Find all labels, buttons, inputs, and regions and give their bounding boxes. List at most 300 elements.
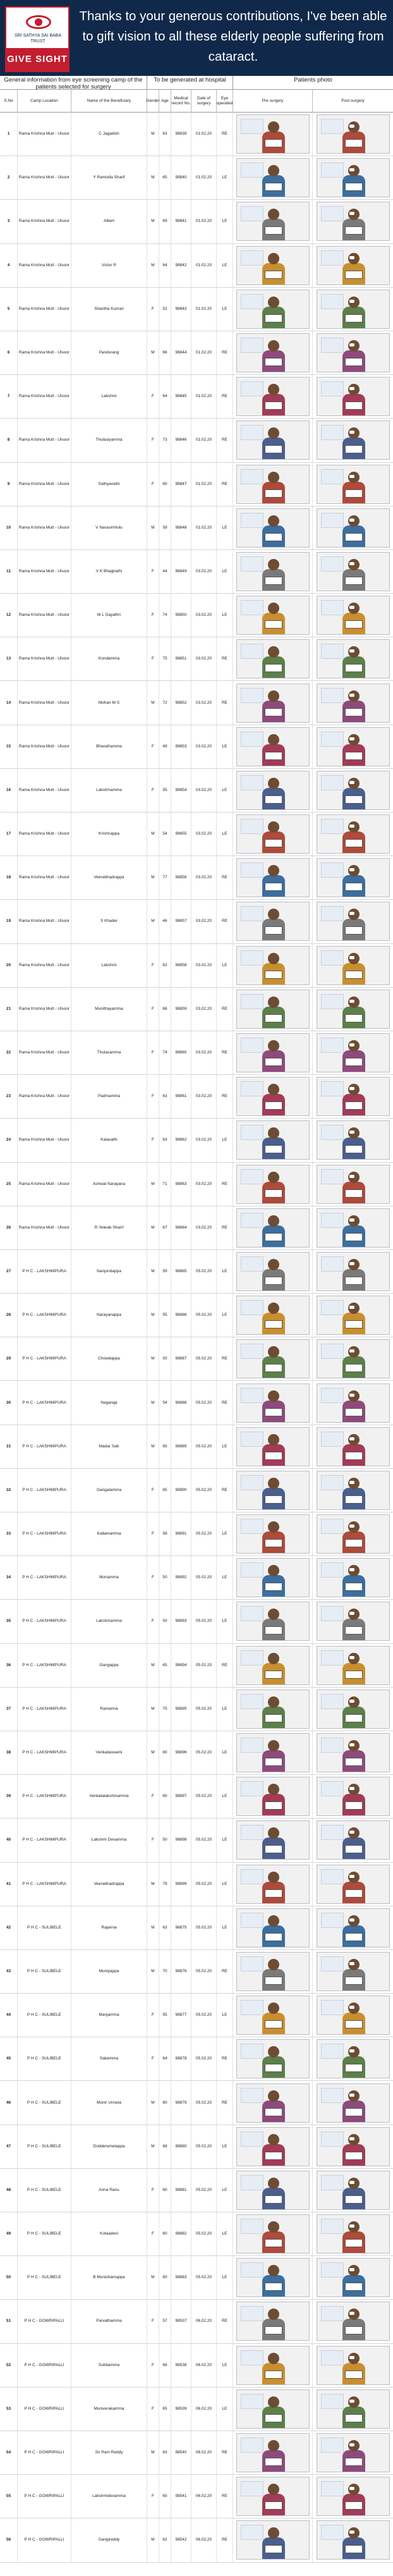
column-header-date: Date of surgery bbox=[191, 90, 217, 113]
row-camp-location: Rama Krishna Mutt - Ulsoor bbox=[18, 331, 71, 374]
row-age: 65 bbox=[159, 156, 171, 199]
post-surgery-photo bbox=[317, 902, 390, 941]
row-age: 52 bbox=[159, 288, 171, 331]
row-sno: 9 bbox=[0, 463, 18, 506]
row-beneficiary-name: Thulasiyamma bbox=[71, 419, 147, 462]
row-beneficiary-name: Krishnappa bbox=[71, 813, 147, 856]
post-surgery-photo bbox=[317, 1165, 390, 1204]
row-camp-location: P H C - SULIBELE bbox=[18, 2256, 71, 2299]
pre-photo-cell bbox=[233, 1731, 313, 1774]
row-beneficiary-name: Victor R bbox=[71, 244, 147, 287]
table-row bbox=[0, 1906, 393, 1950]
pre-surgery-photo bbox=[236, 2389, 310, 2429]
row-sno: 31 bbox=[0, 1425, 18, 1468]
row-eye-operated: RE bbox=[217, 1644, 233, 1687]
table-row bbox=[0, 988, 393, 1031]
row-eye-operated: RE bbox=[217, 419, 233, 462]
post-photo-cell bbox=[313, 2256, 393, 2299]
row-age: 55 bbox=[159, 1294, 171, 1337]
row-sno: 2 bbox=[0, 156, 18, 199]
row-camp-location: P H C - LAKSHMIPURA bbox=[18, 1512, 71, 1555]
row-sno: 33 bbox=[0, 1512, 18, 1555]
row-surgery-date: 01.02.20 bbox=[191, 375, 217, 418]
row-gender: F bbox=[147, 1775, 159, 1818]
row-age: 68 bbox=[159, 988, 171, 1031]
row-age: 75 bbox=[159, 1688, 171, 1731]
row-sno: 23 bbox=[0, 1075, 18, 1118]
post-surgery-photo bbox=[317, 246, 390, 285]
row-beneficiary-name: Kondamma bbox=[71, 637, 147, 680]
pre-photo-cell bbox=[233, 331, 313, 374]
post-surgery-photo bbox=[317, 1339, 390, 1378]
post-photo-cell bbox=[313, 1994, 393, 2037]
row-age: 69 bbox=[159, 200, 171, 243]
row-record-number: 98537 bbox=[171, 2300, 191, 2343]
post-surgery-photo bbox=[317, 2389, 390, 2429]
row-record-number: 98542 bbox=[171, 2518, 191, 2561]
row-eye-operated: RE bbox=[217, 2518, 233, 2561]
pre-surgery-photo bbox=[236, 1733, 310, 1772]
row-gender: M bbox=[147, 1381, 159, 1424]
row-age: 46 bbox=[159, 900, 171, 943]
row-record-number: 98858 bbox=[171, 944, 191, 987]
row-camp-location: Rama Krishna Mutt - Ulsoor bbox=[18, 375, 71, 418]
pre-surgery-photo bbox=[236, 114, 310, 154]
pre-photo-cell bbox=[233, 1512, 313, 1555]
row-record-number: 98861 bbox=[171, 1075, 191, 1118]
row-sno: 54 bbox=[0, 2431, 18, 2474]
post-photo-cell bbox=[313, 1731, 393, 1774]
row-surgery-date: 05.02.20 bbox=[191, 1600, 217, 1643]
row-camp-location: P H C - SULIBELE bbox=[18, 1906, 71, 1949]
row-eye-operated: LE bbox=[217, 1556, 233, 1599]
post-surgery-photo bbox=[317, 1033, 390, 1072]
row-age: 75 bbox=[159, 637, 171, 680]
post-photo-cell bbox=[313, 769, 393, 812]
row-surgery-date: 05.02.20 bbox=[191, 1731, 217, 1774]
post-photo-cell bbox=[313, 988, 393, 1031]
table-row bbox=[0, 1031, 393, 1075]
row-age: 64 bbox=[159, 244, 171, 287]
row-gender: M bbox=[147, 2256, 159, 2299]
pre-surgery-photo bbox=[236, 1120, 310, 1160]
pre-surgery-photo bbox=[236, 771, 310, 810]
row-age: 63 bbox=[159, 1119, 171, 1162]
post-photo-cell bbox=[313, 200, 393, 243]
post-photo-cell bbox=[313, 1425, 393, 1468]
row-record-number: 98860 bbox=[171, 1031, 191, 1074]
table-row bbox=[0, 2256, 393, 2300]
pre-surgery-photo bbox=[236, 158, 310, 197]
row-age: 71 bbox=[159, 1163, 171, 1206]
table-row bbox=[0, 1206, 393, 1250]
row-beneficiary-name: Lakshmidevamma bbox=[71, 2475, 147, 2518]
row-camp-location: P H C - LAKSHMIPURA bbox=[18, 1250, 71, 1293]
row-surgery-date: 03.02.20 bbox=[191, 1031, 217, 1074]
pre-photo-cell bbox=[233, 813, 313, 856]
row-age: 65 bbox=[159, 1469, 171, 1512]
table-row bbox=[0, 1469, 393, 1512]
post-photo-cell bbox=[313, 813, 393, 856]
row-surgery-date: 03.02.20 bbox=[191, 637, 217, 680]
row-surgery-date: 01.02.20 bbox=[191, 200, 217, 243]
row-camp-location: P H C - SULIBELE bbox=[18, 1950, 71, 1993]
row-eye-operated: LE bbox=[217, 1863, 233, 1906]
row-age: 65 bbox=[159, 2388, 171, 2431]
row-sno: 40 bbox=[0, 1819, 18, 1861]
row-age: 49 bbox=[159, 725, 171, 768]
row-gender: M bbox=[147, 856, 159, 899]
row-eye-operated: RE bbox=[217, 331, 233, 374]
pre-photo-cell bbox=[233, 1556, 313, 1599]
row-sno: 4 bbox=[0, 244, 18, 287]
row-camp-location: P H C - GOWRIPALLI bbox=[18, 2300, 71, 2343]
column-header-eye: Eye operated bbox=[217, 90, 233, 113]
row-gender: F bbox=[147, 2037, 159, 2080]
pre-photo-cell bbox=[233, 1425, 313, 1468]
row-gender: F bbox=[147, 2388, 159, 2431]
pre-surgery-photo bbox=[236, 2520, 310, 2560]
row-surgery-date: 05.02.20 bbox=[191, 2081, 217, 2124]
row-age: 74 bbox=[159, 1031, 171, 1074]
row-surgery-date: 03.02.20 bbox=[191, 1075, 217, 1118]
pre-surgery-photo bbox=[236, 596, 310, 635]
row-sno: 19 bbox=[0, 900, 18, 943]
post-surgery-photo bbox=[317, 990, 390, 1029]
row-record-number: 98893 bbox=[171, 1600, 191, 1643]
pre-surgery-photo bbox=[236, 420, 310, 460]
row-surgery-date: 03.02.20 bbox=[191, 769, 217, 812]
row-beneficiary-name: M L Gayathri bbox=[71, 594, 147, 637]
row-record-number: 98895 bbox=[171, 1688, 191, 1731]
row-eye-operated: LE bbox=[217, 2125, 233, 2168]
row-surgery-date: 05.02.20 bbox=[191, 1512, 217, 1555]
pre-photo-cell bbox=[233, 1031, 313, 1074]
row-eye-operated: RE bbox=[217, 900, 233, 943]
pre-photo-cell bbox=[233, 1294, 313, 1337]
row-camp-location: Rama Krishna Mutt - Ulsoor bbox=[18, 156, 71, 199]
banner bbox=[0, 0, 393, 76]
row-surgery-date: 01.02.20 bbox=[191, 419, 217, 462]
row-age: 62 bbox=[159, 944, 171, 987]
pre-photo-cell bbox=[233, 944, 313, 987]
row-beneficiary-name: Gangappa bbox=[71, 1644, 147, 1687]
row-gender: M bbox=[147, 2125, 159, 2168]
row-eye-operated: LE bbox=[217, 156, 233, 199]
row-beneficiary-name: Munir Unnela bbox=[71, 2081, 147, 2124]
row-beneficiary-name: Sri Ram Reddy bbox=[71, 2431, 147, 2474]
table-row bbox=[0, 637, 393, 681]
row-beneficiary-name: Lakshmi bbox=[71, 375, 147, 418]
pre-photo-cell bbox=[233, 681, 313, 724]
row-record-number: 98886 bbox=[171, 1294, 191, 1337]
row-surgery-date: 01.02.20 bbox=[191, 463, 217, 506]
row-camp-location: P H C - GOWRIPALLI bbox=[18, 2475, 71, 2518]
post-photo-cell bbox=[313, 2081, 393, 2124]
row-age: 59 bbox=[159, 506, 171, 549]
row-camp-location: Rama Krishna Mutt - Ulsoor bbox=[18, 944, 71, 987]
row-camp-location: Rama Krishna Mutt - Ulsoor bbox=[18, 244, 71, 287]
post-surgery-photo bbox=[317, 508, 390, 548]
row-sno: 25 bbox=[0, 1163, 18, 1206]
row-eye-operated: LE bbox=[217, 1512, 233, 1555]
pre-surgery-photo bbox=[236, 552, 310, 591]
row-record-number: 98539 bbox=[171, 2388, 191, 2431]
row-surgery-date: 05.02.20 bbox=[191, 1994, 217, 2037]
row-surgery-date: 05.02.20 bbox=[191, 2037, 217, 2080]
pre-photo-cell bbox=[233, 856, 313, 899]
row-gender: F bbox=[147, 419, 159, 462]
row-surgery-date: 03.02.20 bbox=[191, 1119, 217, 1162]
row-sno: 55 bbox=[0, 2475, 18, 2518]
pre-surgery-photo bbox=[236, 727, 310, 766]
row-surgery-date: 03.02.20 bbox=[191, 550, 217, 593]
group-header-camp-info: General information from eye screening camp of the patients selected for surgery bbox=[0, 76, 147, 90]
row-eye-operated: RE bbox=[217, 1469, 233, 1512]
row-camp-location: P H C - GOWRIPALLI bbox=[18, 2431, 71, 2474]
pre-photo-cell bbox=[233, 1775, 313, 1818]
post-surgery-photo bbox=[317, 333, 390, 372]
row-record-number: 98862 bbox=[171, 1119, 191, 1162]
row-surgery-date: 06.02.20 bbox=[191, 2518, 217, 2561]
row-beneficiary-name: Muniverakamma bbox=[71, 2388, 147, 2431]
row-camp-location: Rama Krishna Mutt - Ulsoor bbox=[18, 419, 71, 462]
table-row bbox=[0, 113, 393, 156]
post-photo-cell bbox=[313, 2169, 393, 2212]
row-camp-location: P H C - GOWRIPALLI bbox=[18, 2518, 71, 2561]
table-row bbox=[0, 1994, 393, 2037]
pre-photo-cell bbox=[233, 156, 313, 199]
table-row bbox=[0, 1731, 393, 1775]
pre-photo-cell bbox=[233, 1119, 313, 1162]
row-age: 50 bbox=[159, 1337, 171, 1380]
pre-photo-cell bbox=[233, 2212, 313, 2255]
row-surgery-date: 05.02.20 bbox=[191, 1556, 217, 1599]
row-eye-operated: RE bbox=[217, 681, 233, 724]
row-age: 60 bbox=[159, 463, 171, 506]
row-gender: F bbox=[147, 1031, 159, 1074]
trust-logo bbox=[5, 6, 70, 72]
post-surgery-photo bbox=[317, 2433, 390, 2472]
row-record-number: 98887 bbox=[171, 1337, 191, 1380]
row-age: 60 bbox=[159, 2081, 171, 2124]
row-surgery-date: 05.02.20 bbox=[191, 1688, 217, 1731]
row-record-number: 98890 bbox=[171, 1469, 191, 1512]
row-beneficiary-name: Gangalamma bbox=[71, 1469, 147, 1512]
pre-surgery-photo bbox=[236, 1165, 310, 1204]
table-row bbox=[0, 1644, 393, 1688]
row-sno: 18 bbox=[0, 856, 18, 899]
table-row bbox=[0, 288, 393, 331]
pre-surgery-photo bbox=[236, 639, 310, 678]
row-age: 66 bbox=[159, 331, 171, 374]
row-sno: 41 bbox=[0, 1863, 18, 1906]
row-camp-location: P H C - LAKSHMIPURA bbox=[18, 1688, 71, 1731]
row-gender: M bbox=[147, 1206, 159, 1249]
post-surgery-photo bbox=[317, 1077, 390, 1116]
row-surgery-date: 05.02.20 bbox=[191, 1469, 217, 1512]
pre-photo-cell bbox=[233, 1075, 313, 1118]
row-eye-operated: RE bbox=[217, 2431, 233, 2474]
post-surgery-photo bbox=[317, 1471, 390, 1510]
logo-label: GIVE SIGHT bbox=[6, 48, 68, 71]
row-eye-operated: RE bbox=[217, 988, 233, 1031]
row-eye-operated: RE bbox=[217, 637, 233, 680]
row-gender: M bbox=[147, 113, 159, 156]
pre-photo-cell bbox=[233, 200, 313, 243]
row-gender: M bbox=[147, 1950, 159, 1993]
pre-photo-cell bbox=[233, 637, 313, 680]
post-photo-cell bbox=[313, 1119, 393, 1162]
row-gender: M bbox=[147, 813, 159, 856]
row-record-number: 98538 bbox=[171, 2344, 191, 2387]
pre-photo-cell bbox=[233, 2256, 313, 2299]
row-beneficiary-name: Dodderamelappa bbox=[71, 2125, 147, 2168]
row-surgery-date: 03.02.20 bbox=[191, 856, 217, 899]
row-gender: M bbox=[147, 1688, 159, 1731]
row-gender: F bbox=[147, 463, 159, 506]
row-sno: 51 bbox=[0, 2300, 18, 2343]
row-record-number: 98889 bbox=[171, 1425, 191, 1468]
row-eye-operated: RE bbox=[217, 1163, 233, 1206]
row-record-number: 98898 bbox=[171, 1819, 191, 1861]
row-age: 80 bbox=[159, 1731, 171, 1774]
pre-surgery-photo bbox=[236, 508, 310, 548]
row-surgery-date: 05.02.20 bbox=[191, 2212, 217, 2255]
post-surgery-photo bbox=[317, 1908, 390, 1947]
row-eye-operated: LE bbox=[217, 550, 233, 593]
pre-photo-cell bbox=[233, 2300, 313, 2343]
post-photo-cell bbox=[313, 506, 393, 549]
post-photo-cell bbox=[313, 113, 393, 156]
row-eye-operated: LE bbox=[217, 1600, 233, 1643]
pre-surgery-photo bbox=[236, 1690, 310, 1729]
row-gender: M bbox=[147, 2081, 159, 2124]
pre-photo-cell bbox=[233, 113, 313, 156]
row-beneficiary-name: Ashwat Narayana bbox=[71, 1163, 147, 1206]
row-gender: F bbox=[147, 1994, 159, 2037]
table-row bbox=[0, 1556, 393, 1600]
row-age: 72 bbox=[159, 681, 171, 724]
row-age: 77 bbox=[159, 856, 171, 899]
row-sno: 50 bbox=[0, 2256, 18, 2299]
row-gender: F bbox=[147, 550, 159, 593]
post-surgery-photo bbox=[317, 158, 390, 197]
row-record-number: 98540 bbox=[171, 2431, 191, 2474]
row-gender: M bbox=[147, 331, 159, 374]
row-sno: 22 bbox=[0, 1031, 18, 1074]
pre-surgery-photo bbox=[236, 2302, 310, 2341]
row-surgery-date: 03.02.20 bbox=[191, 725, 217, 768]
pre-surgery-photo bbox=[236, 2477, 310, 2516]
post-surgery-photo bbox=[317, 1427, 390, 1466]
post-surgery-photo bbox=[317, 1558, 390, 1597]
pre-photo-cell bbox=[233, 2388, 313, 2431]
pre-photo-cell bbox=[233, 1644, 313, 1687]
column-header-camp: Camp Location bbox=[18, 90, 71, 113]
table-row bbox=[0, 1163, 393, 1206]
row-age: 54 bbox=[159, 1381, 171, 1424]
pre-surgery-photo bbox=[236, 2258, 310, 2297]
pre-photo-cell bbox=[233, 2431, 313, 2474]
table-row bbox=[0, 1294, 393, 1337]
table-row bbox=[0, 200, 393, 243]
pre-surgery-photo bbox=[236, 2214, 310, 2254]
row-camp-location: P H C - SULIBELE bbox=[18, 1994, 71, 2037]
row-gender: F bbox=[147, 2344, 159, 2387]
post-photo-cell bbox=[313, 1688, 393, 1731]
row-eye-operated: LE bbox=[217, 1731, 233, 1774]
pre-surgery-photo bbox=[236, 1339, 310, 1378]
row-gender: F bbox=[147, 1600, 159, 1643]
pre-surgery-photo bbox=[236, 1602, 310, 1641]
pre-surgery-photo bbox=[236, 858, 310, 897]
column-header-token: Medical record No. bbox=[171, 90, 191, 113]
row-age: 60 bbox=[159, 2212, 171, 2255]
row-sno: 37 bbox=[0, 1688, 18, 1731]
row-sno: 8 bbox=[0, 419, 18, 462]
row-eye-operated: RE bbox=[217, 1337, 233, 1380]
post-surgery-photo bbox=[317, 684, 390, 723]
table-row bbox=[0, 2300, 393, 2343]
row-gender: F bbox=[147, 1119, 159, 1162]
table-row bbox=[0, 681, 393, 725]
post-surgery-photo bbox=[317, 2477, 390, 2516]
row-record-number: 98541 bbox=[171, 2475, 191, 2518]
row-gender: M bbox=[147, 1425, 159, 1468]
row-eye-operated: RE bbox=[217, 1206, 233, 1249]
row-gender: F bbox=[147, 769, 159, 812]
post-surgery-photo bbox=[317, 1252, 390, 1291]
row-surgery-date: 03.02.20 bbox=[191, 988, 217, 1031]
row-beneficiary-name: Rajanna bbox=[71, 1906, 147, 1949]
row-camp-location: Rama Krishna Mutt - Ulsoor bbox=[18, 637, 71, 680]
row-age: 50 bbox=[159, 1556, 171, 1599]
row-gender: M bbox=[147, 156, 159, 199]
row-age: 54 bbox=[159, 813, 171, 856]
table-row bbox=[0, 1775, 393, 1819]
table-row bbox=[0, 1512, 393, 1556]
pre-photo-cell bbox=[233, 1994, 313, 2037]
pre-surgery-photo bbox=[236, 1646, 310, 1685]
post-surgery-photo bbox=[317, 1952, 390, 1991]
row-gender: M bbox=[147, 1163, 159, 1206]
post-photo-cell bbox=[313, 725, 393, 768]
row-gender: M bbox=[147, 244, 159, 287]
row-beneficiary-name: Sakamma bbox=[71, 2037, 147, 2080]
post-surgery-photo bbox=[317, 639, 390, 678]
row-record-number: 98846 bbox=[171, 419, 191, 462]
row-surgery-date: 05.02.20 bbox=[191, 1425, 217, 1468]
row-camp-location: Rama Krishna Mutt - Ulsoor bbox=[18, 1163, 71, 1206]
row-camp-location: Rama Krishna Mutt - Ulsoor bbox=[18, 681, 71, 724]
pre-surgery-photo bbox=[236, 946, 310, 985]
row-record-number: 98848 bbox=[171, 506, 191, 549]
column-header-pre: Pre surgery bbox=[233, 90, 313, 113]
row-record-number: 98843 bbox=[171, 288, 191, 331]
table-row bbox=[0, 2518, 393, 2562]
row-gender: F bbox=[147, 1075, 159, 1118]
post-photo-cell bbox=[313, 944, 393, 987]
row-eye-operated: RE bbox=[217, 2475, 233, 2518]
post-photo-cell bbox=[313, 1644, 393, 1687]
row-surgery-date: 05.02.20 bbox=[191, 1906, 217, 1949]
post-photo-cell bbox=[313, 1294, 393, 1337]
row-eye-operated: LE bbox=[217, 594, 233, 637]
row-sno: 44 bbox=[0, 1994, 18, 2037]
row-record-number: 98894 bbox=[171, 1644, 191, 1687]
thank-you-message: Thanks to your generous contributions, I've been able to gift vision to all these elderly people suffering from cataract. bbox=[79, 9, 387, 64]
